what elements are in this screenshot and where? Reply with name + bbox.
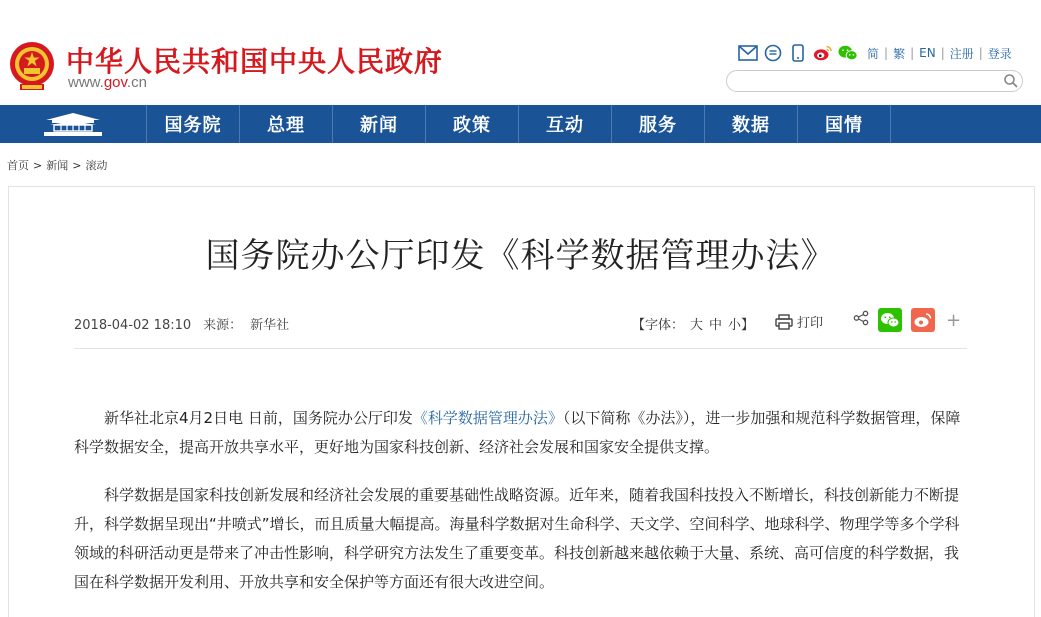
- site-url-suffix: .cn: [126, 74, 147, 91]
- search-icon[interactable]: [1003, 73, 1019, 89]
- nav-item-premier[interactable]: 总理: [240, 105, 333, 143]
- print-button[interactable]: [775, 312, 823, 331]
- nav-item-services[interactable]: 服务: [612, 105, 705, 143]
- article-paragraph-2: 科学数据是国家科技创新发展和经济社会发展的重要基础性战略资源。近年来，随着我国科技投入不断增长，科技创新能力不断提升，科学数据呈现出“井喷式”增长，而且质量大幅提高。海量科学数据对生命科学、天文学、空间科学、地球科学、物理学等多个学科领域的科研活动更是带来了冲击性影响，科学研究方法发生了重要变革。科技创新越来越依赖于大量、系统、高可信度的科学数据，我国在科学数据开发利用、开放共享和安全保护等方面还有很大改进空间。: [74, 486, 960, 591]
- paragraph-1-text-start: 新华社北京4月2日电 日前，国务院办公厅印发: [104, 409, 413, 427]
- article-source: 新华社: [250, 318, 290, 333]
- meta-divider: [74, 348, 967, 349]
- breadcrumb-news-link[interactable]: 新闻: [46, 159, 69, 172]
- article-title: 国务院办公厅印发《科学数据管理办法》: [205, 236, 836, 276]
- nav-item-policy[interactable]: 政策: [426, 105, 519, 143]
- font-medium-button[interactable]: 中: [709, 318, 723, 333]
- site-url-prefix: www.: [68, 74, 104, 91]
- lang-english-link[interactable]: EN: [919, 46, 936, 60]
- site-url[interactable]: [68, 74, 147, 91]
- breadcrumb-separator: >: [72, 159, 82, 172]
- source-label: 来源：: [203, 318, 243, 333]
- share-weibo-icon[interactable]: [911, 308, 935, 332]
- lang-separator: |: [884, 46, 889, 60]
- main-nav: [0, 105, 1041, 143]
- share-bar: [853, 308, 961, 332]
- search-input[interactable]: [737, 72, 997, 92]
- nav-home-button[interactable]: [0, 105, 147, 143]
- language-links: [867, 45, 1012, 62]
- national-emblem-icon[interactable]: [8, 40, 56, 92]
- wechat-icon[interactable]: [838, 43, 858, 63]
- site-title[interactable]: 中华人民共和国中央人民政府: [66, 45, 444, 78]
- breadcrumb-home-link[interactable]: 首页: [7, 159, 29, 172]
- nav-item-news[interactable]: 新闻: [333, 105, 426, 143]
- regulation-link[interactable]: 《科学数据管理办法》: [412, 409, 563, 427]
- nav-item-interaction[interactable]: 互动: [519, 105, 612, 143]
- breadcrumb-separator: >: [33, 159, 43, 172]
- font-large-button[interactable]: 大: [690, 318, 704, 333]
- lang-traditional-link[interactable]: 繁: [893, 46, 906, 61]
- share-more-button[interactable]: +: [946, 309, 962, 331]
- lang-separator: |: [910, 46, 915, 60]
- register-link[interactable]: 注册: [949, 46, 974, 61]
- share-wechat-icon[interactable]: [878, 308, 902, 332]
- share-icon[interactable]: [853, 310, 869, 330]
- breadcrumb: [7, 157, 107, 173]
- font-size-controls: [632, 314, 754, 333]
- mobile-icon[interactable]: [788, 43, 808, 63]
- font-size-label: 【字体：: [632, 318, 685, 333]
- nav-item-state-council[interactable]: 国务院: [147, 105, 240, 143]
- article-datetime: 2018-04-02 18:10: [74, 318, 192, 333]
- article-meta: [74, 314, 289, 333]
- lang-separator: |: [940, 46, 945, 60]
- article-paragraph-1: [74, 404, 967, 462]
- site-header: [0, 0, 1041, 104]
- weibo-icon[interactable]: [813, 43, 833, 63]
- mail-icon[interactable]: [738, 43, 758, 63]
- search-box: [726, 70, 1023, 92]
- font-small-button[interactable]: 小】: [728, 318, 755, 333]
- login-link[interactable]: 登录: [987, 46, 1012, 61]
- lang-separator: |: [978, 46, 983, 60]
- lang-simplified-link[interactable]: 简: [867, 46, 880, 61]
- message-icon[interactable]: [763, 43, 783, 63]
- breadcrumb-scroll-link[interactable]: 滚动: [85, 159, 108, 172]
- tiananmen-icon: [42, 111, 104, 137]
- printer-icon: [775, 314, 793, 330]
- print-label: 打印: [797, 316, 824, 331]
- nav-item-national-info[interactable]: 国情: [798, 105, 891, 143]
- site-url-gov: gov: [103, 74, 127, 91]
- paragraph-1-text-end: （以下简称《办法》），进一步加强和规范科学数据管理，保障科学数据安全，提高开放共享水平，更好地为国家科技创新、经济社会发展和国家安全提供支撑。: [74, 409, 961, 456]
- nav-item-data[interactable]: 数据: [705, 105, 798, 143]
- header-tools: [738, 42, 1012, 64]
